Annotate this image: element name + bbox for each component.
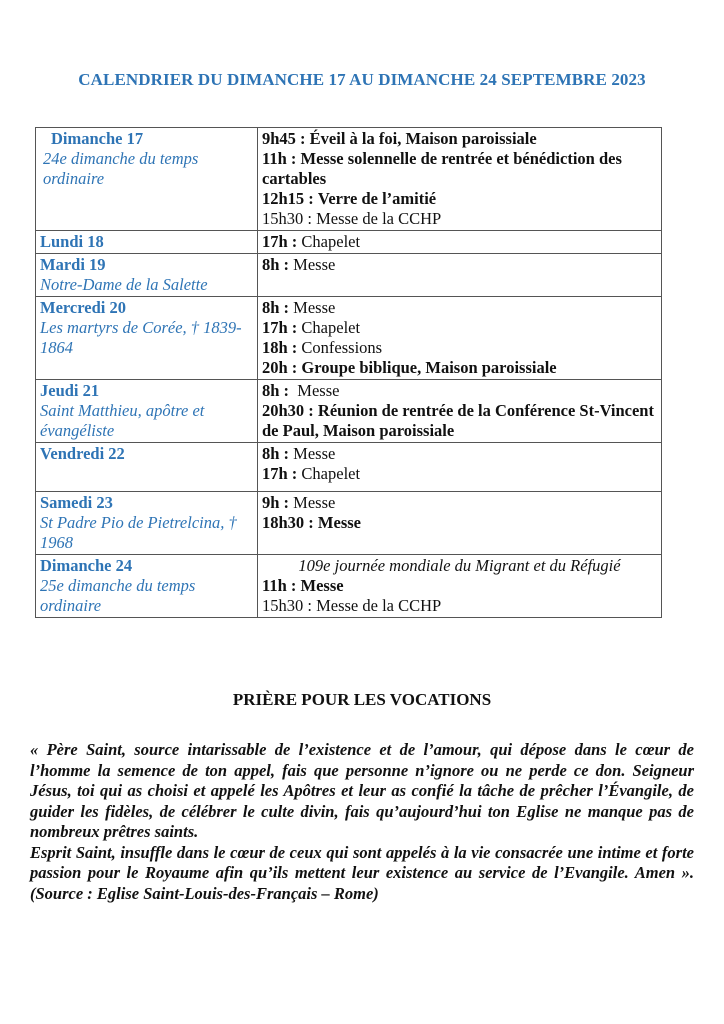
feast-text: Notre-Dame de la Salette bbox=[40, 275, 208, 294]
event-line: 17h : Chapelet bbox=[262, 232, 361, 251]
table-row bbox=[36, 231, 662, 254]
events-cell bbox=[258, 297, 662, 380]
event-line: 9h : Messe bbox=[262, 493, 336, 512]
day-cell bbox=[36, 128, 258, 231]
events-cell bbox=[258, 380, 662, 443]
event-line: 8h : Messe bbox=[262, 381, 340, 400]
feast-text: 25e dimanche du temps ordinaire bbox=[40, 576, 196, 615]
day-cell bbox=[36, 380, 258, 443]
day-cell bbox=[36, 297, 258, 380]
table-row bbox=[36, 555, 662, 618]
day-name: Samedi 23 bbox=[40, 493, 113, 512]
event-line: 15h30 : Messe de la CCHP bbox=[262, 209, 442, 228]
event-line: 8h : Messe bbox=[262, 298, 336, 317]
table-row bbox=[36, 492, 662, 555]
table-row bbox=[36, 443, 662, 492]
day-cell bbox=[36, 254, 258, 297]
feast-text: 24e dimanche du temps ordinaire bbox=[43, 149, 199, 188]
prayer-text bbox=[30, 740, 694, 904]
event-line: 15h30 : Messe de la CCHP bbox=[262, 596, 442, 615]
table-row bbox=[36, 380, 662, 443]
calendar-title: CALENDRIER DU DIMANCHE 17 AU DIMANCHE 24 SEPTEMBRE 2023 bbox=[78, 70, 646, 89]
day-cell bbox=[36, 231, 258, 254]
prayer-paragraph: Esprit Saint, insuffle dans le cœur de ceux qui sont appelés à la vie consacrée une intime et forte passion pour le Royaume afin qu’ils mettent leur existence au service de l’Evangile. Amen ». (Source : Eglise Saint-Louis-des-Français – Rome) bbox=[30, 842, 694, 903]
event-line: 20h : Groupe biblique, Maison paroissiale bbox=[262, 358, 557, 377]
events-cell bbox=[258, 443, 662, 492]
day-cell bbox=[36, 443, 258, 492]
event-line: 12h15 : Verre de l’amitié bbox=[262, 189, 437, 208]
day-name: Lundi 18 bbox=[40, 232, 104, 251]
event-line: 17h : Chapelet bbox=[262, 464, 361, 483]
table-row bbox=[36, 128, 662, 231]
events-cell bbox=[258, 555, 662, 618]
event-line: 11h : Messe solennelle de rentrée et bénédiction des cartables bbox=[262, 149, 622, 188]
event-line: 18h30 : Messe bbox=[262, 513, 361, 532]
prayer-title: PRIÈRE POUR LES VOCATIONS bbox=[232, 690, 492, 709]
event-line: 17h : Chapelet bbox=[262, 318, 361, 337]
events-cell bbox=[258, 128, 662, 231]
table-row bbox=[36, 254, 662, 297]
event-line: 8h : Messe bbox=[262, 255, 336, 274]
prayer-paragraph: « Père Saint, source intarissable de l’existence et de l’amour, qui dépose dans le cœur de l’homme la semence de ton appel, fais que personne n’ignore ou ne perde ce don. Seigneur Jésus, toi qui as choisi et appelé les Apôtres et leur as confié la tâche de prêcher l’Évangile, de guider les fidèles, de célébrer le culte divin, fais qu’aujourd’hui ton Eglise ne manque pas de nombreux prêtres saints. bbox=[30, 740, 694, 841]
day-name: Mardi 19 bbox=[40, 255, 106, 274]
day-cell bbox=[36, 492, 258, 555]
calendar-table bbox=[35, 127, 662, 618]
event-line: 9h45 : Éveil à la foi, Maison paroissiale bbox=[262, 129, 537, 148]
events-cell bbox=[258, 254, 662, 297]
event-line: 11h : Messe bbox=[262, 576, 344, 595]
table-row bbox=[36, 297, 662, 380]
day-name: Dimanche 17 bbox=[51, 129, 144, 148]
events-cell bbox=[258, 231, 662, 254]
day-name: Dimanche 24 bbox=[40, 556, 133, 575]
feast-text: Les martyrs de Corée, † 1839-1864 bbox=[40, 318, 242, 357]
day-name: Jeudi 21 bbox=[40, 381, 100, 400]
event-line: 18h : Confessions bbox=[262, 338, 383, 357]
feast-text: St Padre Pio de Pietrelcina, † 1968 bbox=[40, 513, 237, 552]
event-note: 109e journée mondiale du Migrant et du Réfugié bbox=[298, 556, 621, 575]
event-line: 8h : Messe bbox=[262, 444, 336, 463]
day-cell bbox=[36, 555, 258, 618]
day-name: Mercredi 20 bbox=[40, 298, 126, 317]
feast-text: Saint Matthieu, apôtre et évangéliste bbox=[40, 401, 205, 440]
event-line: 20h30 : Réunion de rentrée de la Conférence St-Vincent de Paul, Maison paroissiale bbox=[262, 401, 654, 440]
day-name: Vendredi 22 bbox=[40, 444, 125, 463]
events-cell bbox=[258, 492, 662, 555]
